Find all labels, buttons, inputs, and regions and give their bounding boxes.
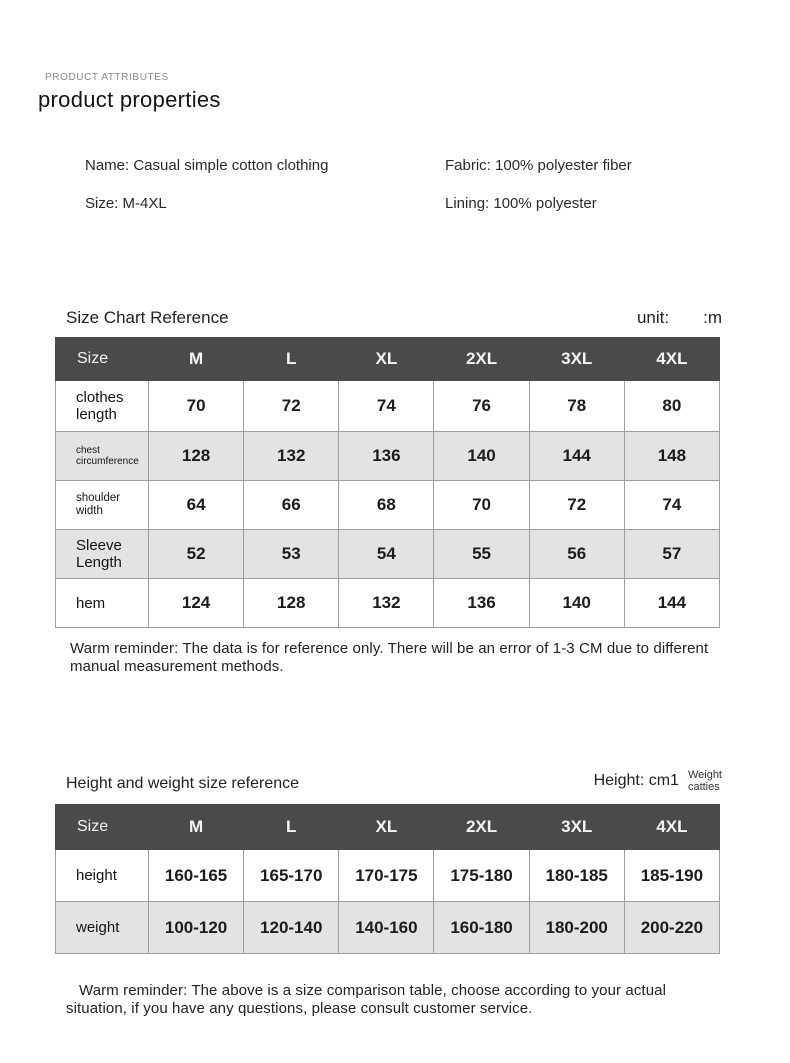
value-cell: 140: [529, 579, 624, 628]
value-cell: 136: [434, 579, 529, 628]
row-label: hem: [56, 579, 149, 628]
row-label: clothes length: [56, 381, 149, 432]
info-fabric: Fabric: 100% polyester fiber: [445, 157, 632, 174]
row-label: shoulder width: [56, 481, 149, 530]
value-cell: 140: [434, 432, 529, 481]
value-cell: 74: [624, 481, 719, 530]
value-cell: 140-160: [339, 902, 434, 954]
value-cell: 74: [339, 381, 434, 432]
value-cell: 80: [624, 381, 719, 432]
value-cell: 56: [529, 530, 624, 579]
value-cell: 148: [624, 432, 719, 481]
value-cell: 124: [149, 579, 244, 628]
size-column-header: 3XL: [529, 805, 624, 850]
table-row: [56, 481, 720, 530]
height-unit-label: Height: cm1: [593, 772, 679, 789]
height-weight-title: Height and weight size reference: [66, 775, 300, 792]
size-column-header: 4XL: [624, 338, 719, 381]
size-corner-header: Size: [56, 338, 149, 381]
height-weight-table: [55, 804, 720, 954]
table-row: [56, 381, 720, 432]
table-row: [56, 530, 720, 579]
unit-value: :m: [703, 308, 722, 327]
value-cell: 54: [339, 530, 434, 579]
size-corner-header: Size: [56, 805, 149, 850]
table-row: [56, 850, 720, 902]
info-name: Name: Casual simple cotton clothing: [85, 157, 329, 174]
value-cell: 175-180: [434, 850, 529, 902]
header-row: [56, 338, 720, 381]
value-cell: 132: [339, 579, 434, 628]
size-chart-section-head: [66, 308, 722, 328]
unit-label: unit:: [636, 308, 670, 327]
value-cell: 200-220: [624, 902, 719, 954]
value-cell: 57: [624, 530, 719, 579]
value-cell: 128: [244, 579, 339, 628]
weight-unit-label: Weight catties: [687, 769, 722, 793]
size-column-header: 3XL: [529, 338, 624, 381]
size-column-header: 4XL: [624, 805, 719, 850]
value-cell: 100-120: [149, 902, 244, 954]
info-lining: Lining: 100% polyester: [445, 195, 597, 212]
table-row: [56, 432, 720, 481]
value-cell: 160-165: [149, 850, 244, 902]
value-cell: 132: [244, 432, 339, 481]
header-row: [56, 805, 720, 850]
value-cell: 53: [244, 530, 339, 579]
info-size: Size: M-4XL: [85, 195, 167, 212]
value-cell: 180-200: [529, 902, 624, 954]
size-column-header: 2XL: [434, 805, 529, 850]
size-column-header: L: [244, 338, 339, 381]
value-cell: 160-180: [434, 902, 529, 954]
value-cell: 165-170: [244, 850, 339, 902]
row-label: Sleeve Length: [56, 530, 149, 579]
height-weight-reminder: Warm reminder: The above is a size comparison table, choose according to your actual situation, if you have any questions, please consult customer service.: [66, 982, 667, 1017]
value-cell: 52: [149, 530, 244, 579]
row-label: chest circumference: [56, 432, 149, 481]
size-column-header: XL: [339, 338, 434, 381]
size-column-header: XL: [339, 805, 434, 850]
value-cell: 66: [244, 481, 339, 530]
size-chart-title: Size Chart Reference: [66, 308, 229, 327]
size-column-header: M: [149, 805, 244, 850]
value-cell: 120-140: [244, 902, 339, 954]
value-cell: 144: [529, 432, 624, 481]
row-label: height: [56, 850, 149, 902]
value-cell: 180-185: [529, 850, 624, 902]
value-cell: 64: [149, 481, 244, 530]
value-cell: 70: [434, 481, 529, 530]
eyebrow-label: PRODUCT ATTRIBUTES: [45, 72, 169, 83]
size-chart-table: [55, 337, 720, 628]
size-chart-unit: [637, 308, 722, 328]
value-cell: 72: [529, 481, 624, 530]
value-cell: 55: [434, 530, 529, 579]
value-cell: 136: [339, 432, 434, 481]
height-weight-section-head: [66, 769, 722, 793]
page-title: product properties: [38, 87, 221, 112]
value-cell: 128: [149, 432, 244, 481]
product-info: [85, 157, 790, 212]
value-cell: 76: [434, 381, 529, 432]
height-weight-unit: [594, 769, 722, 793]
value-cell: 68: [339, 481, 434, 530]
size-column-header: 2XL: [434, 338, 529, 381]
size-chart-reminder: Warm reminder: The data is for reference only. There will be an error of 1-3 CM due to different manual measurement methods.: [70, 640, 709, 675]
value-cell: 72: [244, 381, 339, 432]
row-label: weight: [56, 902, 149, 954]
value-cell: 144: [624, 579, 719, 628]
table-row: [56, 579, 720, 628]
value-cell: 170-175: [339, 850, 434, 902]
value-cell: 78: [529, 381, 624, 432]
table-row: [56, 902, 720, 954]
value-cell: 70: [149, 381, 244, 432]
size-column-header: L: [244, 805, 339, 850]
value-cell: 185-190: [624, 850, 719, 902]
size-column-header: M: [149, 338, 244, 381]
